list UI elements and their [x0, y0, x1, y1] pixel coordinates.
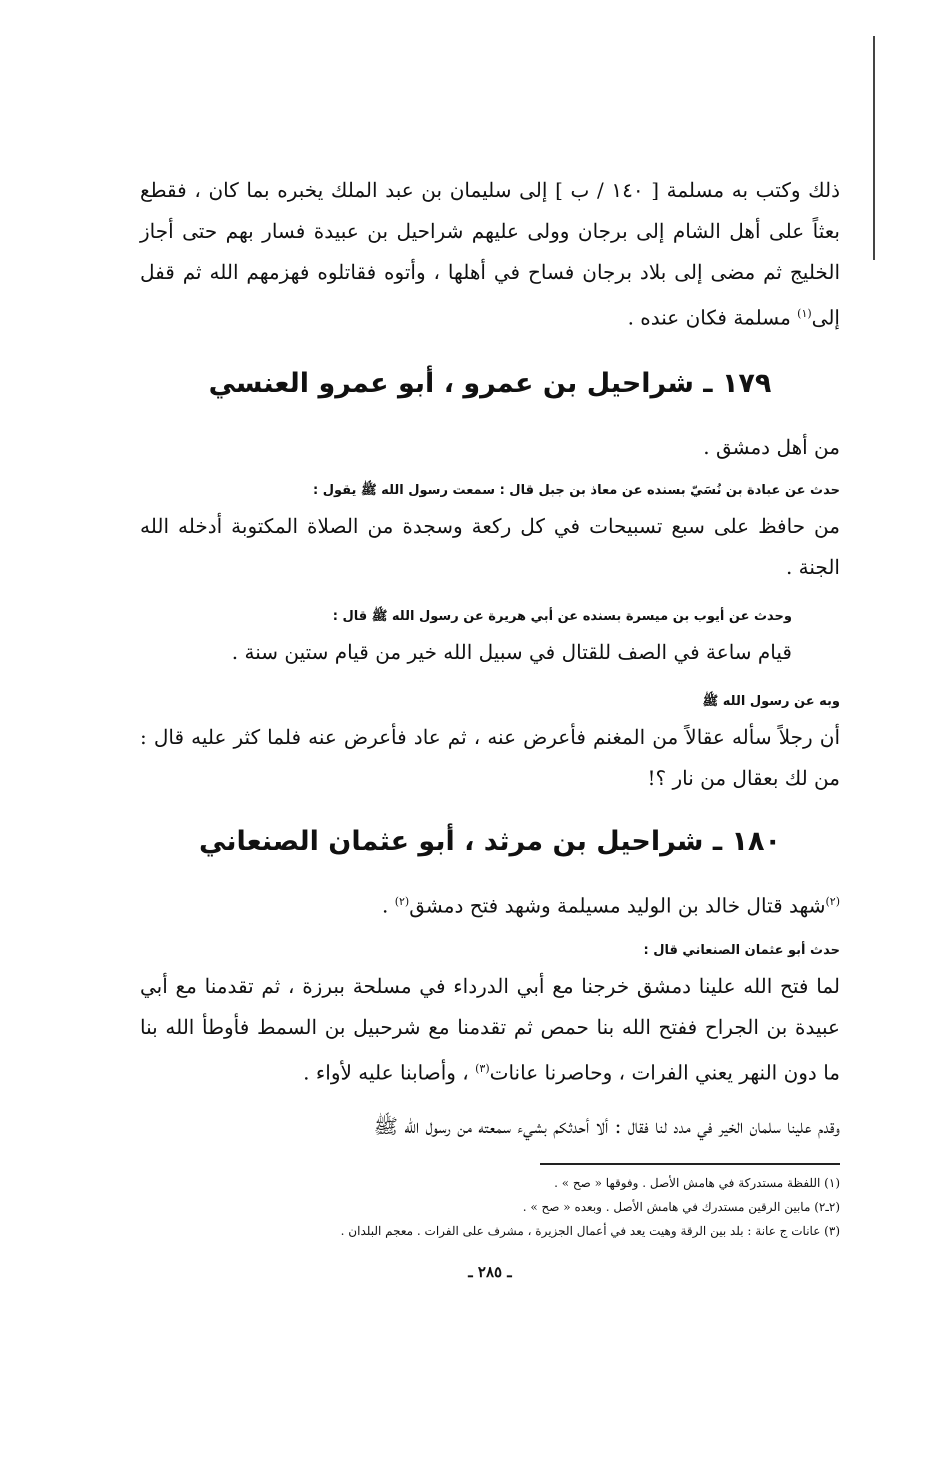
page-number: ـ ٢٨٥ ـ — [468, 1262, 512, 1281]
entry-179-isnad-3: وبه عن رسول الله ﷺ — [702, 693, 840, 709]
entry-179-isnad-1: حدث عن عبادة بن نُسَيّ بسنده عن معاذ بن جبل قال : سمعت رسول الله ﷺ يقول : — [313, 482, 840, 498]
entry-179-hadith-2: قيام ساعة في الصف للقتال في سبيل الله خير من قيام ستين سنة . — [231, 639, 792, 664]
intro-text-end: مسلمة فكان عنده . — [627, 305, 798, 330]
footnote-1: (١) اللفظة مستدركة في هامش الأصل . وفوقها « صح » . — [554, 1175, 840, 1190]
entry-179-origin: من أهل دمشق . — [703, 434, 840, 459]
entry-180-narration-1 — [140, 966, 840, 1094]
footnote-ref-3: (٣) — [475, 1062, 490, 1076]
footnote-ref-2-open: (٢) — [825, 894, 840, 908]
intro-text: ذلك وكتب به مسلمة [ ١٤٠ / ب ] إلى سليمان بن عبد الملك يخبره بما كان ، فقطع بعثاً على أهل الشام إلى برجان وولى عليهم شراحيل بن عبيدة فسار بهم حتى أجاز الخليج ثم مضى إلى بلاد برجان فساح في أهلها ، وأتوه فقاتلوه فهزمهم الله ثم قفل إلى — [140, 178, 840, 330]
footnote-2: (٢ـ٢) مابين الرقين مستدرك في هامش الأصل . وبعده « صح » . — [522, 1199, 840, 1214]
entry-180-narration-2: وقدم علينا سلمان الخير في مدد لنا فقال : ألا أحدثكم بشيء سمعته من رسول الله ﷺ — [373, 1113, 840, 1138]
entry-180-narration-1-text: لما فتح الله علينا دمشق خرجنا مع أبي الدرداء في مسلحة ببرزة ، ثم تقدمنا مع أبي عبيدة بن الجراح ففتح الله بنا حمص ثم تقدمنا مع شرحبيل بن السمط فأوطأ الله بنا ما دون النهر يعني الفرات ، وحاصرنا عانات — [140, 974, 840, 1085]
book-page — [140, 170, 840, 1281]
entry-180-heading: ١٨٠ ـ شراحيل بن مرثد ، أبو عثمان الصنعاني — [199, 825, 781, 857]
intro-paragraph — [140, 170, 840, 339]
entry-179-hadith-1: من حافظ على سبع تسبيحات في كل ركعة وسجدة من الصلاة المكتوبة أدخله الله الجنة . — [140, 513, 840, 579]
entry-180-bio — [140, 881, 840, 927]
entry-179-isnad-2: وحدث عن أيوب بن ميسرة بسنده عن أبي هريرة عن رسول الله ﷺ قال : — [332, 608, 792, 624]
footnote-separator — [540, 1163, 840, 1165]
entry-180-isnad: حدث أبو عثمان الصنعاني قال : — [643, 943, 840, 959]
entry-180-bio-text: شهد قتال خالد بن الوليد مسيلمة وشهد فتح دمشق — [409, 893, 826, 918]
page-edge-line — [873, 36, 875, 260]
footnote-3: (٣) عانات ج عانة : بلد بين الرقة وهيت يعد في أعمال الجزيرة ، مشرف على الفرات . معجم البلدان . — [340, 1223, 840, 1238]
entry-179-hadith-3: أن رجلاً سأله عقالاً من المغنم فأعرض عنه ، ثم عاد فأعرض عنه فلما كثر عليه قال : من لك بعقال من نار ؟! — [140, 724, 840, 790]
entry-179-heading: ١٧٩ ـ شراحيل بن عمرو ، أبو عمرو العنسي — [208, 367, 772, 399]
footnote-ref-2-close: (٢) — [394, 894, 410, 908]
entry-180-bio-end: . — [381, 893, 395, 918]
footnote-ref-1: (١) — [797, 307, 812, 320]
entry-180-narration-1-end: ، وأصابنا عليه لأواء . — [303, 1060, 476, 1085]
